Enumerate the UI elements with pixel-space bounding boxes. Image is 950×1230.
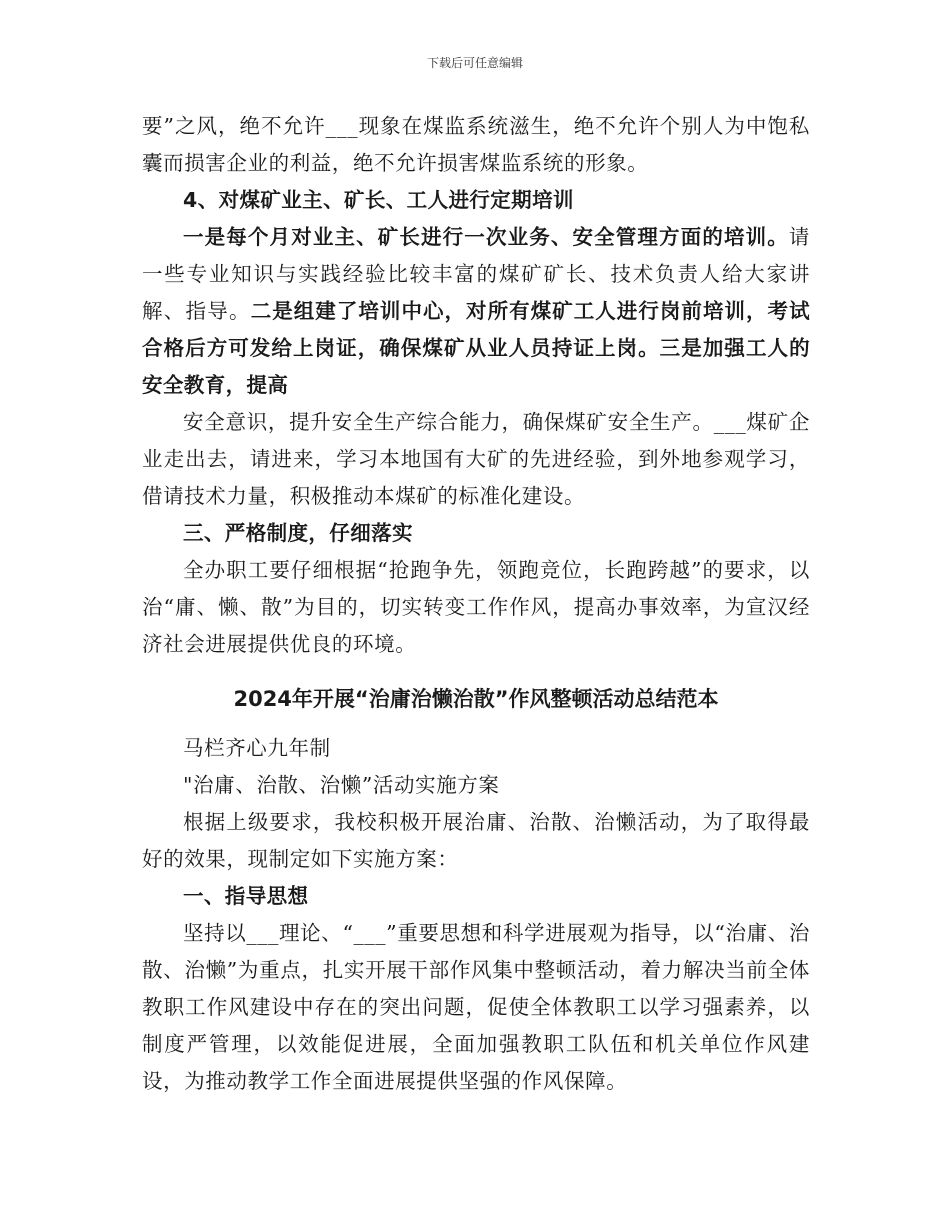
paragraph-staff-requirements: 全办职工要仔细根据“抢跑争先，领跑竞位，长跑跨越”的要求，以治“庸、懒、散”为目的，切实转变工作作风，提高办事效率，为宣汉经济社会进展提供优良的环境。 (142, 558, 810, 656)
heading-guiding-ideology: 一、指导思想 (183, 884, 309, 908)
paragraph-guiding-ideology: 坚持以___理论、“___”重要思想和科学进展观为指导，以“治庸、治散、治懒”为重点，扎实开展干部作风集中整顿活动，着力解决当前全体教职工作风建设中存在的突出问题，促使全体教职工以学习强素养，以制度严管理，以效能促进展，全面加强教职工队伍和机关单位作风建设，为推动教学工作全面进展提供坚强的作风保障。 (142, 921, 810, 1093)
paragraph-continuation: 要”之风，绝不允许___现象在煤监系统滋生，绝不允许个别人为中饱私囊而损害企业的利益，绝不允许损害煤监系统的形象。 (142, 114, 810, 175)
heading-training: 4、对煤矿业主、矿长、工人进行定期培训 (183, 188, 574, 212)
paragraph-intro: 根据上级要求，我校积极开展治庸、治散、治懒活动，为了取得最好的效果，现制定如下实施方案： (142, 810, 810, 871)
paragraph-training-details (142, 219, 810, 404)
paragraph-safety-awareness: 安全意识，提升安全生产综合能力，确保煤矿安全生产。___煤矿企业走出去，请进来，学习本地国有大矿的先进经验，到外地参观学习，借请技术力量，积极推动本煤矿的标准化建设。 (142, 410, 810, 508)
paragraph-plan-name: "治庸、治散、治懒”活动实施方案 (183, 773, 500, 797)
document-title: 2024年开展“治庸治懒治散”作风整顿活动总结范本 (233, 687, 719, 711)
paragraph-school-name: 马栏齐心九年制 (183, 736, 331, 760)
training-point-one-detail: 请一些专业知识与实践经验比较丰富的煤矿矿长、技术负责人给大家讲解、指导。 (142, 225, 810, 323)
training-point-one: 一是每个月对业主、矿长进行一次业务、安全管理方面的培训。 (183, 225, 789, 249)
page-header-note: 下载后可任意编辑 (426, 56, 523, 70)
training-point-two-three: 二是组建了培训中心，对所有煤矿工人进行岗前培训，考试合格后方可发给上岗证，确保煤矿从业人员持证上岗。三是加强工人的安全教育，提高 (142, 299, 810, 397)
heading-strict-system: 三、严格制度，仔细落实 (183, 521, 413, 545)
document-body (142, 108, 810, 1100)
